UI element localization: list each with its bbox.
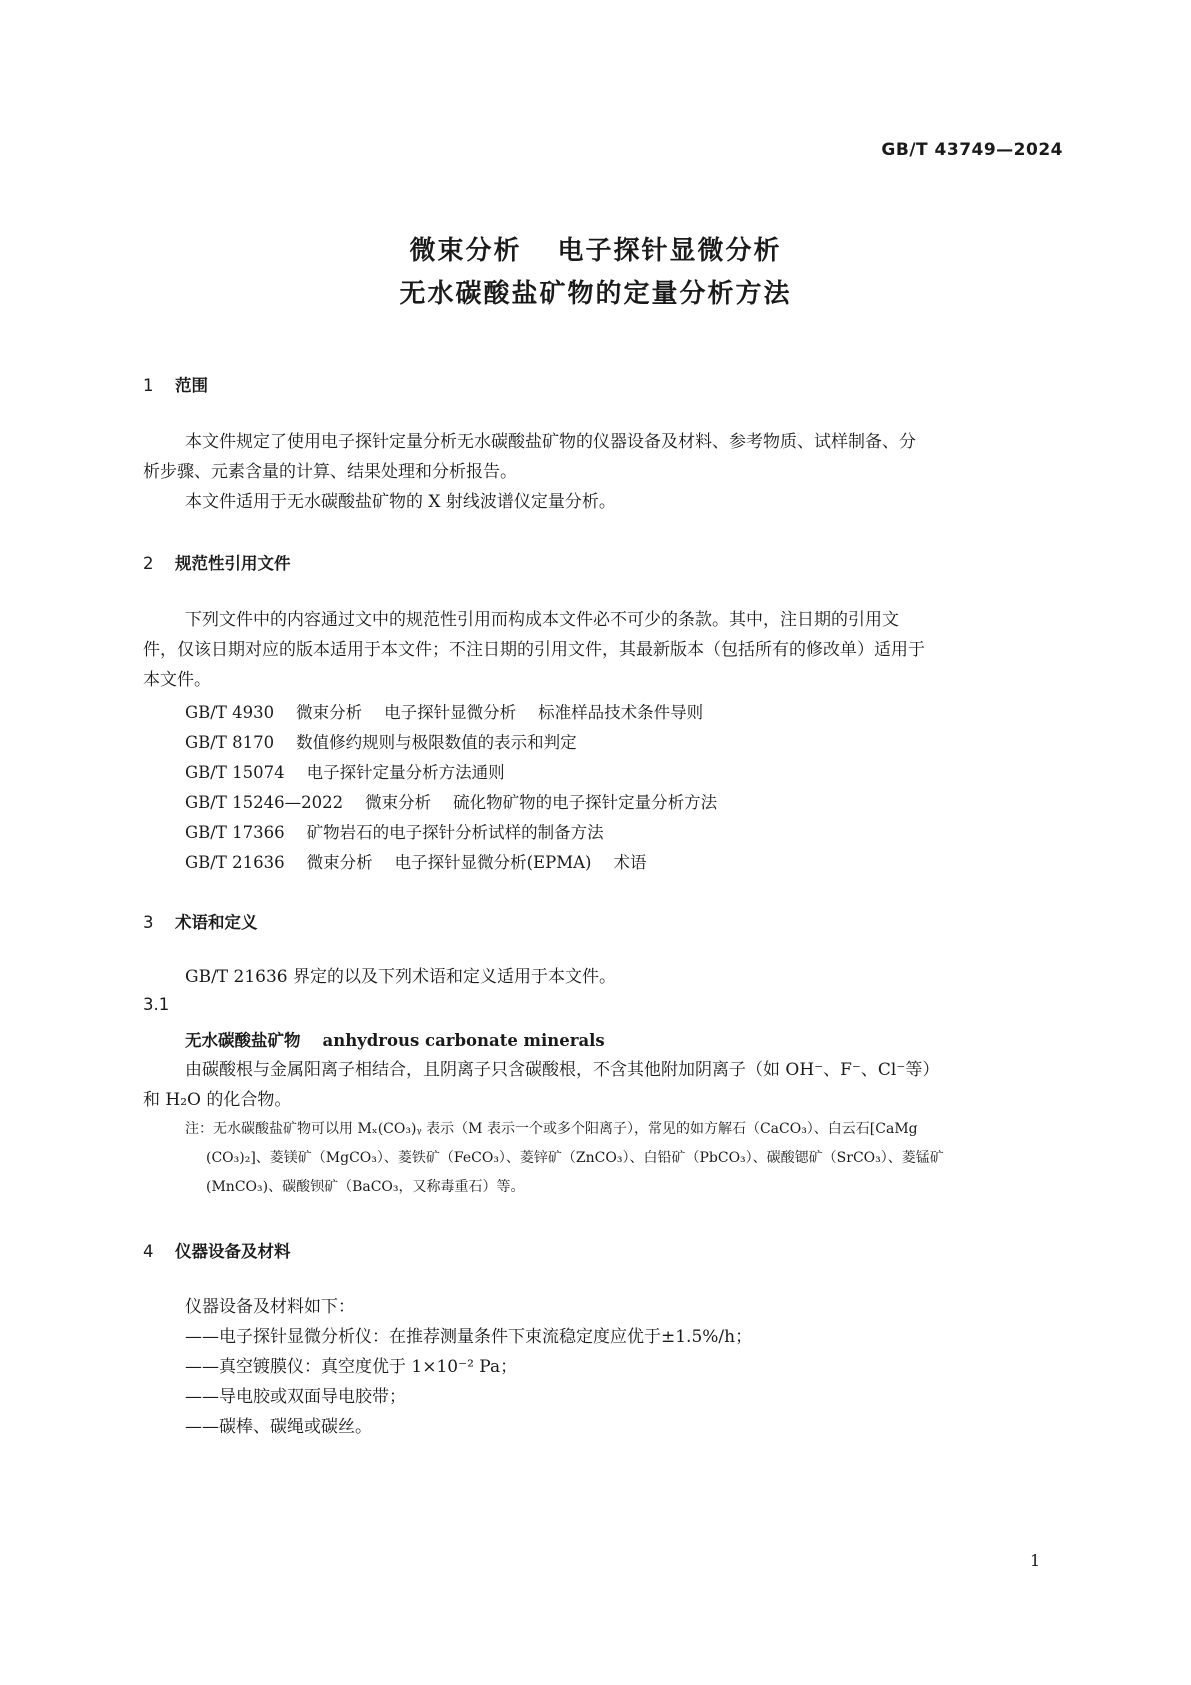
equipment-list-item: ——导电胶或双面导电胶带； bbox=[185, 1387, 406, 1407]
reference-title-part: 矿物岩石的电子探针分析试样的制备方法 bbox=[306, 823, 604, 842]
refs-intro-line1: 下列文件中的内容通过文中的规范性引用而构成本文件必不可少的条款。其中，注日期的引用文 bbox=[185, 610, 899, 630]
reference-title-part: 微束分析 bbox=[365, 793, 432, 812]
term-english: anhydrous carbonate minerals bbox=[322, 1031, 605, 1050]
reference-title-part: 硫化物矿物的电子探针定量分析方法 bbox=[453, 793, 718, 812]
reference-title-part: 微束分析 bbox=[296, 703, 363, 722]
title-part-b: 电子探针显微分析 bbox=[557, 236, 782, 266]
equipment-list-item: ——真空镀膜仪：真空度优于 1×10⁻² Pa； bbox=[185, 1357, 518, 1377]
terms-intro: GB/T 21636 界定的以及下列术语和定义适用于本文件。 bbox=[185, 967, 617, 987]
section-number: 2 bbox=[143, 554, 154, 573]
reference-code: GB/T 15074 bbox=[185, 763, 285, 782]
document-title-line1 bbox=[0, 230, 1191, 267]
reference-item bbox=[185, 789, 717, 813]
reference-title-part: 术语 bbox=[613, 853, 647, 872]
note-line2: (CO₃)₂]、菱镁矿（MgCO₃）、菱铁矿（FeCO₃）、菱锌矿（ZnCO₃）、白铅矿（PbCO₃）、碳酸锶矿（SrCO₃）、菱锰矿 bbox=[206, 1150, 944, 1166]
reference-title-part: 数值修约规则与极限数值的表示和判定 bbox=[296, 733, 577, 752]
equipment-list-item: ——电子探针显微分析仪：在推荐测量条件下束流稳定度应优于±1.5%/h； bbox=[185, 1327, 753, 1347]
title-part-a: 微束分析 bbox=[409, 236, 522, 266]
section-number: 3 bbox=[143, 913, 154, 932]
equipment-intro: 仪器设备及材料如下： bbox=[185, 1297, 355, 1317]
term-entry bbox=[185, 1027, 605, 1051]
refs-intro-line3: 本文件。 bbox=[143, 670, 211, 690]
note-line3: (MnCO₃)、碳酸钡矿（BaCO₃，又称毒重石）等。 bbox=[206, 1179, 525, 1195]
section-number: 1 bbox=[143, 376, 154, 395]
term-definition-line2: 和 H₂O 的化合物。 bbox=[143, 1090, 292, 1110]
page-number: 1 bbox=[1030, 1551, 1041, 1570]
section-2-heading bbox=[143, 550, 291, 574]
reference-code: GB/T 15246—2022 bbox=[185, 793, 344, 812]
reference-title-part: 电子探针定量分析方法通则 bbox=[306, 763, 505, 782]
scope-paragraph-line1: 本文件规定了使用电子探针定量分析无水碳酸盐矿物的仪器设备及材料、参考物质、试样制备、分 bbox=[185, 432, 916, 452]
refs-intro-line2: 件，仅该日期对应的版本适用于本文件；不注日期的引用文件，其最新版本（包括所有的修改单）适用于 bbox=[143, 640, 925, 660]
reference-code: GB/T 17366 bbox=[185, 823, 285, 842]
reference-item bbox=[185, 729, 577, 753]
section-3-heading bbox=[143, 909, 258, 933]
reference-title-part: 电子探针显微分析(EPMA) bbox=[394, 853, 592, 872]
section-title: 仪器设备及材料 bbox=[175, 1242, 291, 1261]
section-4-heading bbox=[143, 1238, 291, 1262]
reference-title-part: 标准样品技术条件导则 bbox=[538, 703, 704, 722]
reference-code: GB/T 8170 bbox=[185, 733, 275, 752]
term-chinese: 无水碳酸盐矿物 bbox=[185, 1031, 301, 1050]
section-number: 4 bbox=[143, 1242, 154, 1261]
document-title-line2: 无水碳酸盐矿物的定量分析方法 bbox=[399, 279, 792, 309]
section-1-heading bbox=[143, 372, 208, 396]
reference-title-part: 微束分析 bbox=[306, 853, 373, 872]
term-number: 3.1 bbox=[143, 995, 170, 1014]
note-line1: 注：无水碳酸盐矿物可以用 Mₓ(CO₃)ᵧ 表示（M 表示一个或多个阳离子），常见的如方解石（CaCO₃）、白云石[CaMg bbox=[185, 1121, 918, 1137]
reference-item bbox=[185, 699, 703, 723]
reference-title-part: 电子探针显微分析 bbox=[384, 703, 517, 722]
section-title: 规范性引用文件 bbox=[175, 554, 291, 573]
reference-code: GB/T 21636 bbox=[185, 853, 285, 872]
reference-item bbox=[185, 759, 505, 783]
scope-paragraph-line2: 析步骤、元素含量的计算、结果处理和分析报告。 bbox=[143, 462, 517, 482]
scope-paragraph-2: 本文件适用于无水碳酸盐矿物的 X 射线波谱仪定量分析。 bbox=[185, 492, 616, 512]
reference-item bbox=[185, 849, 646, 873]
term-definition-line1: 由碳酸根与金属阳离子相结合，且阴离子只含碳酸根，不含其他附加阴离子（如 OH⁻、F⁻、Cl⁻等） bbox=[185, 1060, 940, 1080]
standard-code: GB/T 43749—2024 bbox=[881, 140, 1063, 160]
equipment-list-item: ——碳棒、碳绳或碳丝。 bbox=[185, 1417, 372, 1437]
section-title: 术语和定义 bbox=[175, 913, 258, 932]
reference-code: GB/T 4930 bbox=[185, 703, 275, 722]
reference-item bbox=[185, 819, 604, 843]
section-title: 范围 bbox=[175, 376, 208, 395]
